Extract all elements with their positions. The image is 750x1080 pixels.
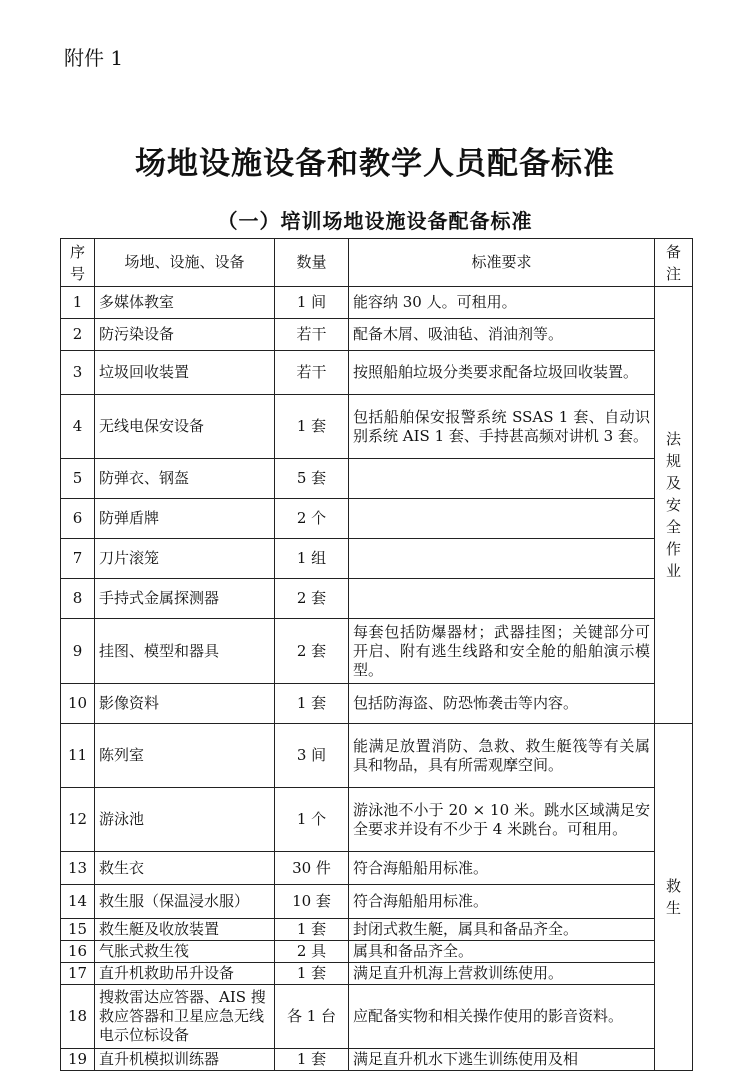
header-no: 序号 — [61, 239, 95, 287]
row-qty: 10 套 — [275, 885, 349, 919]
row-qty: 3 间 — [275, 724, 349, 788]
header-item: 场地、设施、设备 — [95, 239, 275, 287]
row-no: 6 — [61, 499, 95, 539]
row-no: 8 — [61, 579, 95, 619]
table-row — [61, 852, 693, 885]
header-qty: 数量 — [275, 239, 349, 287]
row-requirement: 应配备实物和相关操作使用的影音资料。 — [349, 985, 655, 1049]
row-qty: 2 套 — [275, 579, 349, 619]
row-requirement: 配备木屑、吸油毡、消油剂等。 — [349, 319, 655, 351]
row-qty: 1 组 — [275, 539, 349, 579]
table-row — [61, 885, 693, 919]
category-cell: 救生 — [655, 724, 693, 1071]
row-item: 直升机救助吊升设备 — [95, 963, 275, 985]
table-row — [61, 684, 693, 724]
row-no: 9 — [61, 619, 95, 684]
table-row — [61, 985, 693, 1049]
row-item: 影像资料 — [95, 684, 275, 724]
row-no: 18 — [61, 985, 95, 1049]
table-row — [61, 319, 693, 351]
table-row — [61, 539, 693, 579]
row-item: 气胀式救生筏 — [95, 941, 275, 963]
row-item: 刀片滚笼 — [95, 539, 275, 579]
row-no: 16 — [61, 941, 95, 963]
row-item: 救生服（保温浸水服） — [95, 885, 275, 919]
row-item: 垃圾回收装置 — [95, 351, 275, 395]
row-item: 挂图、模型和器具 — [95, 619, 275, 684]
table-header-row — [61, 239, 693, 287]
row-no: 12 — [61, 788, 95, 852]
table-row — [61, 287, 693, 319]
section-subtitle: （一）培训场地设施设备配备标准 — [217, 209, 533, 233]
row-item: 手持式金属探测器 — [95, 579, 275, 619]
row-no: 3 — [61, 351, 95, 395]
row-qty: 1 套 — [275, 684, 349, 724]
row-qty: 30 件 — [275, 852, 349, 885]
attachment-label: 附件 1 — [64, 46, 124, 70]
row-qty: 1 套 — [275, 919, 349, 941]
row-no: 14 — [61, 885, 95, 919]
row-item: 搜救雷达应答器、AIS 搜救应答器和卫星应急无线电示位标设备 — [95, 985, 275, 1049]
category-cell: 法规及安全作业 — [655, 287, 693, 724]
table-row — [61, 395, 693, 459]
row-requirement: 按照船舶垃圾分类要求配备垃圾回收装置。 — [349, 351, 655, 395]
header-note: 备注 — [655, 239, 693, 287]
table-row — [61, 1049, 693, 1071]
row-qty: 若干 — [275, 319, 349, 351]
table-row — [61, 788, 693, 852]
row-qty: 若干 — [275, 351, 349, 395]
row-no: 17 — [61, 963, 95, 985]
row-item: 陈列室 — [95, 724, 275, 788]
row-qty: 2 个 — [275, 499, 349, 539]
row-no: 13 — [61, 852, 95, 885]
row-item: 多媒体教室 — [95, 287, 275, 319]
table-row — [61, 619, 693, 684]
row-item: 防弹衣、钢盔 — [95, 459, 275, 499]
row-qty: 5 套 — [275, 459, 349, 499]
row-no: 2 — [61, 319, 95, 351]
row-requirement: 包括船舶保安报警系统 SSAS 1 套、自动识别系统 AIS 1 套、手持甚高频对讲机 3 套。 — [349, 395, 655, 459]
row-qty: 各 1 台 — [275, 985, 349, 1049]
table-row — [61, 351, 693, 395]
row-requirement: 属具和备品齐全。 — [349, 941, 655, 963]
row-no: 11 — [61, 724, 95, 788]
row-requirement: 能满足放置消防、急救、救生艇筏等有关属具和物品，具有所需观摩空间。 — [349, 724, 655, 788]
row-requirement — [349, 579, 655, 619]
row-no: 10 — [61, 684, 95, 724]
row-requirement — [349, 459, 655, 499]
row-item: 直升机模拟训练器 — [95, 1049, 275, 1071]
table-row — [61, 963, 693, 985]
row-no: 5 — [61, 459, 95, 499]
row-requirement: 能容纳 30 人。可租用。 — [349, 287, 655, 319]
row-requirement: 封闭式救生艇，属具和备品齐全。 — [349, 919, 655, 941]
row-item: 防弹盾牌 — [95, 499, 275, 539]
table-row — [61, 459, 693, 499]
row-requirement: 满足直升机海上营救训练使用。 — [349, 963, 655, 985]
row-qty: 2 具 — [275, 941, 349, 963]
table-row — [61, 919, 693, 941]
row-qty: 1 个 — [275, 788, 349, 852]
row-requirement — [349, 539, 655, 579]
row-qty: 1 间 — [275, 287, 349, 319]
row-requirement: 包括防海盗、防恐怖袭击等内容。 — [349, 684, 655, 724]
row-no: 4 — [61, 395, 95, 459]
row-qty: 2 套 — [275, 619, 349, 684]
table-row — [61, 499, 693, 539]
row-qty: 1 套 — [275, 1049, 349, 1071]
row-requirement: 符合海船船用标准。 — [349, 885, 655, 919]
row-item: 救生衣 — [95, 852, 275, 885]
row-item: 防污染设备 — [95, 319, 275, 351]
table-row — [61, 579, 693, 619]
row-qty: 1 套 — [275, 963, 349, 985]
table-row — [61, 724, 693, 788]
table-row — [61, 941, 693, 963]
row-item: 救生艇及收放装置 — [95, 919, 275, 941]
row-item: 无线电保安设备 — [95, 395, 275, 459]
header-requirement: 标准要求 — [349, 239, 655, 287]
row-requirement: 满足直升机水下逃生训练使用及相 — [349, 1049, 655, 1071]
row-no: 15 — [61, 919, 95, 941]
row-qty: 1 套 — [275, 395, 349, 459]
row-requirement: 游泳池不小于 20 × 10 米。跳水区域满足安全要求并设有不少于 4 米跳台。可租用。 — [349, 788, 655, 852]
row-item: 游泳池 — [95, 788, 275, 852]
row-requirement: 符合海船船用标准。 — [349, 852, 655, 885]
row-requirement: 每套包括防爆器材；武器挂图；关键部分可开启、附有逃生线路和安全舱的船舶演示模型。 — [349, 619, 655, 684]
page-title: 场地设施设备和教学人员配备标准 — [135, 146, 615, 182]
row-requirement — [349, 499, 655, 539]
row-no: 19 — [61, 1049, 95, 1071]
row-no: 1 — [61, 287, 95, 319]
standards-table — [60, 238, 693, 1071]
row-no: 7 — [61, 539, 95, 579]
